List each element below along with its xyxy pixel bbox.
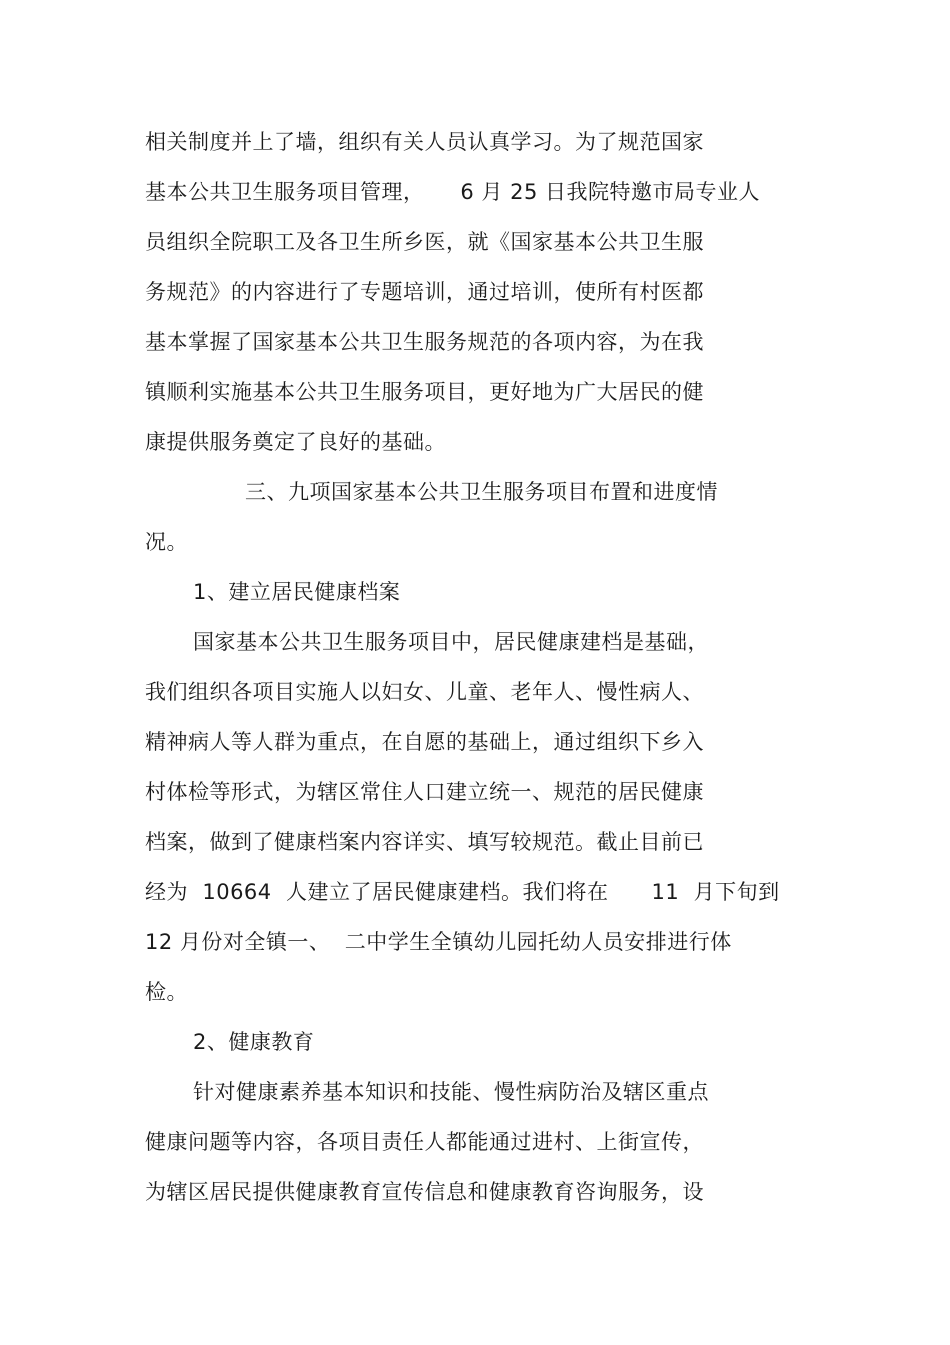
- text-line: 健康问题等内容，各项目责任人都能通过进村、上街宣传，: [145, 1130, 704, 1154]
- text-line: 相关制度并上了墙，组织有关人员认真学习。为了规范国家: [145, 130, 704, 154]
- text-line: 精神病人等人群为重点，在自愿的基础上，通过组织下乡入: [145, 730, 704, 754]
- text-line: 检。: [145, 980, 188, 1004]
- text-line: 12 月份对全镇一、 二中学生全镇幼儿园托幼人员安排进行体: [145, 930, 732, 954]
- text-line: 国家基本公共卫生服务项目中，居民健康建档是基础，: [193, 630, 709, 654]
- text-line: 针对健康素养基本知识和技能、慢性病防治及辖区重点: [193, 1080, 709, 1104]
- text-line: 基本公共卫生服务项目管理， 6 月 25 日我院特邀市局专业人: [145, 180, 760, 204]
- section-heading: 三、九项国家基本公共卫生服务项目布置和进度情: [245, 480, 718, 504]
- text-line: 务规范》的内容进行了专题培训，通过培训，使所有村医都: [145, 280, 704, 304]
- subsection-heading: 2、健康教育: [193, 1030, 315, 1054]
- text-line: 档案，做到了健康档案内容详实、填写较规范。截止目前已: [145, 830, 704, 854]
- text-line: 员组织全院职工及各卫生所乡医，就《国家基本公共卫生服: [145, 230, 704, 254]
- subsection-heading: 1、建立居民健康档案: [193, 580, 401, 604]
- text-line: 村体检等形式，为辖区常住人口建立统一、规范的居民健康: [145, 780, 704, 804]
- text-line: 基本掌握了国家基本公共卫生服务规范的各项内容，为在我: [145, 330, 704, 354]
- text-line: 况。: [145, 530, 188, 554]
- text-line: 为辖区居民提供健康教育宣传信息和健康教育咨询服务，设: [145, 1180, 704, 1204]
- text-line: 镇顺利实施基本公共卫生服务项目，更好地为广大居民的健: [145, 380, 704, 404]
- text-line: 我们组织各项目实施人以妇女、儿童、老年人、慢性病人、: [145, 680, 704, 704]
- text-line: 康提供服务奠定了良好的基础。: [145, 430, 446, 454]
- text-line: 经为 10664 人建立了居民健康建档。我们将在 11 月下旬到: [145, 880, 780, 904]
